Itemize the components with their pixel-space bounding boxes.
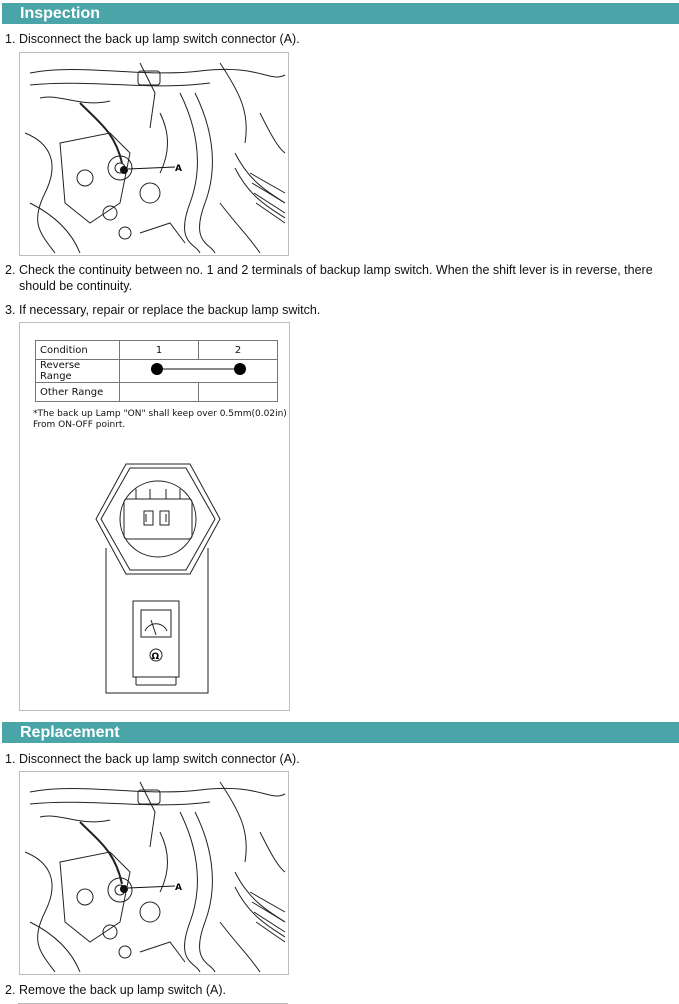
- replacement-step-1: 1. Disconnect the back up lamp switch connector (A).: [5, 752, 300, 766]
- table-row: Other Range: [36, 383, 278, 402]
- switch-drawing: [20, 323, 289, 710]
- table-header-row: Condition 1 2: [36, 341, 278, 360]
- engine-illustration-inspection: [19, 52, 289, 256]
- replacement-step-2: 2. Remove the back up lamp switch (A).: [5, 983, 227, 997]
- ohm-icon: Ω: [151, 652, 160, 662]
- inspection-step-3: 3. If necessary, repair or replace the backup lamp switch.: [5, 303, 321, 317]
- callout-label-a: A: [175, 164, 182, 174]
- engine-illustration-replacement: [19, 771, 289, 975]
- section-header-replacement: Replacement: [2, 722, 679, 743]
- continuity-note: *The back up Lamp "ON" shall keep over 0.5mm(0.02in) From ON-OFF poinrt.: [33, 409, 287, 430]
- callout-label-a: A: [175, 883, 182, 893]
- continuity-diagram: [19, 322, 290, 711]
- inspection-step-1: 1. Disconnect the back up lamp switch connector (A).: [5, 32, 300, 46]
- table-row: Reverse Range: [36, 360, 278, 383]
- section-header-inspection: Inspection: [2, 3, 679, 24]
- inspection-step-2: 2. Check the continuity between no. 1 and 2 terminals of backup lamp switch. When the shift lever is in reverse, there should be continuity.: [5, 263, 653, 293]
